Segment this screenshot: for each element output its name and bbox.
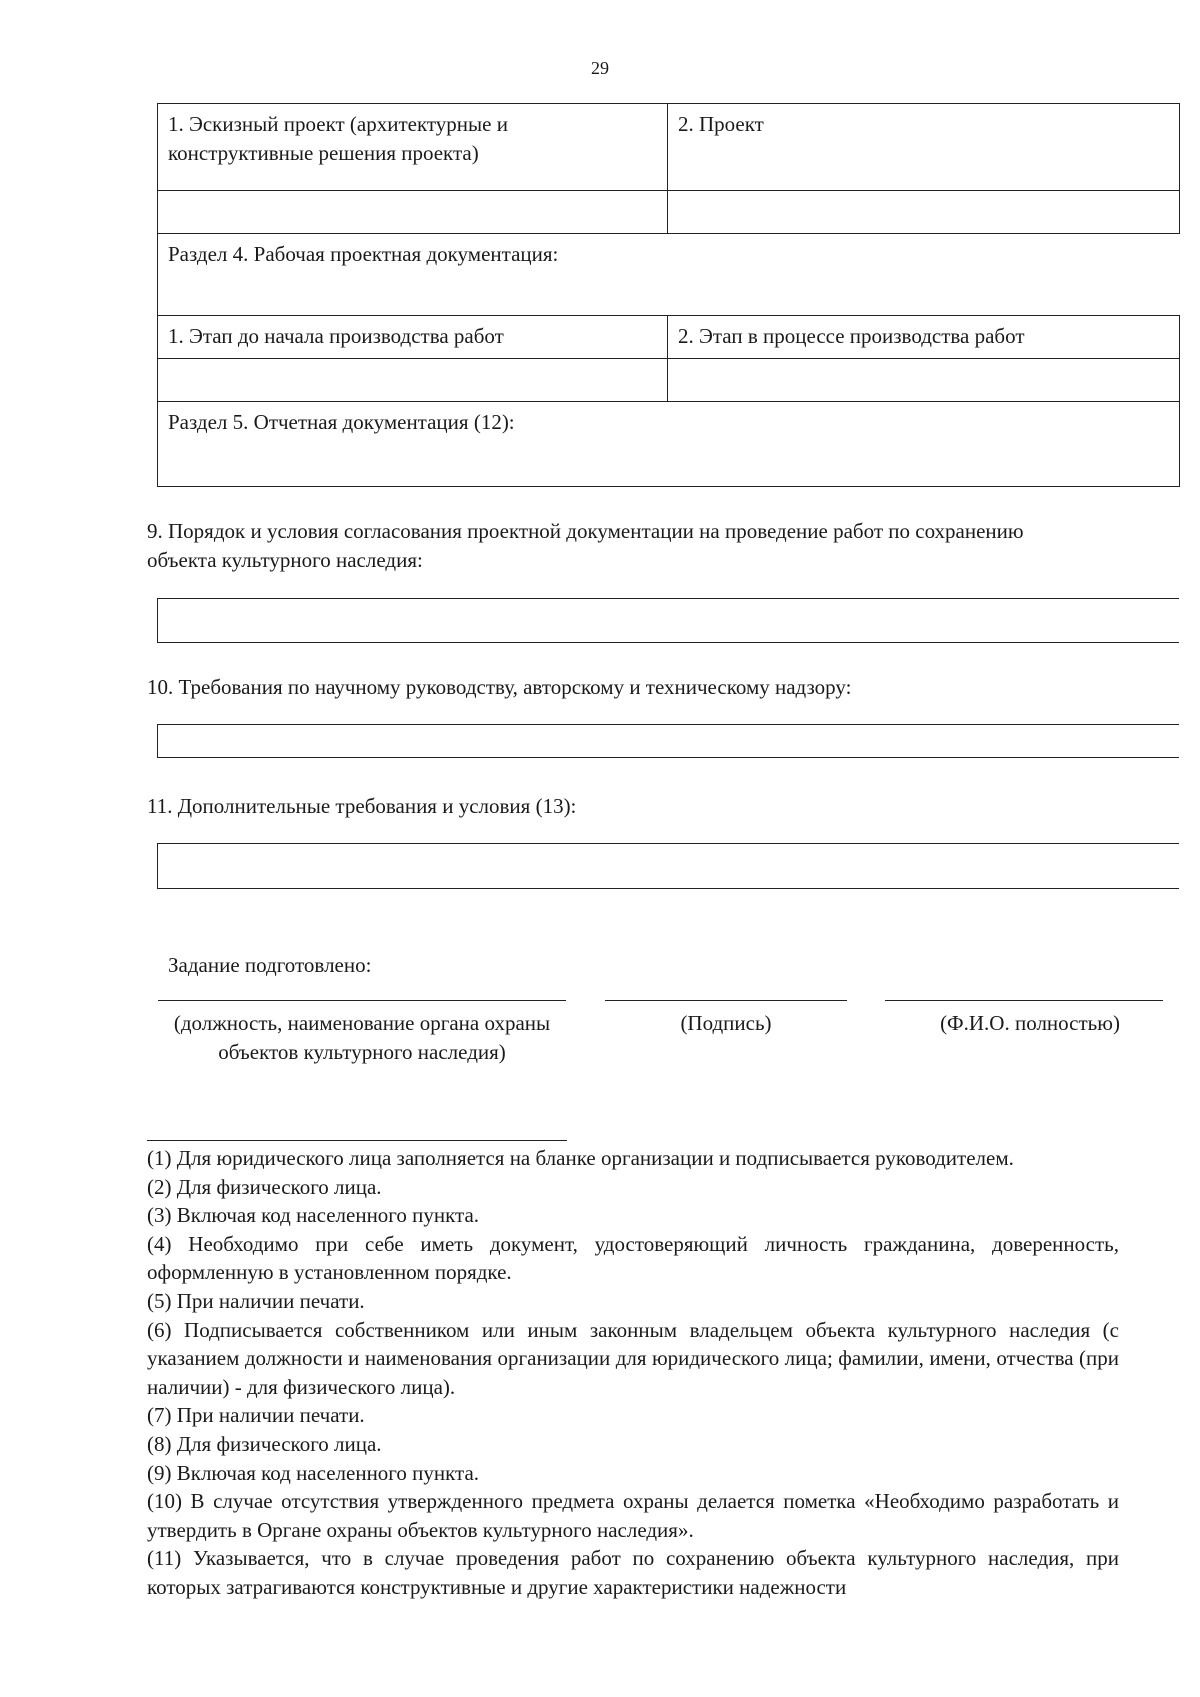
prepared-by-label: Задание подготовлено: [168, 953, 372, 977]
sketch-project-cell: 1. Эскизный проект (архитектурные и конструктивные решения проекта) [158, 104, 668, 191]
project-documentation-table [157, 103, 1180, 487]
item-10-heading: 10. Требования по научному руководству, авторскому и техническому надзору: [147, 675, 852, 699]
full-name-signature-line[interactable] [885, 1000, 1163, 1001]
stage-before-works-cell: 1. Этап до начала производства работ [158, 316, 668, 359]
footnotes [147, 1144, 1119, 1602]
footnote: (3) Включая код населенного пункта. [147, 1203, 480, 1228]
position-caption: (должность, наименование органа охраны объектов культурного наследия) [173, 1011, 551, 1064]
item-9-heading: 9. Порядок и условия согласования проектной документации на проведение работ по сохранению объекта культурного наследия: [147, 519, 1024, 572]
footnote: (6) Подписывается собственником или иным законным владельцем объекта культурного наследия (с указанием должности и наименования организации для юридического лица; фамилии, имени, отчества (при наличии) - для физического лица). [147, 1317, 1119, 1399]
position-signature-line[interactable] [158, 1000, 566, 1001]
footnote: (4) Необходимо при себе иметь документ, удостоверяющий личность гражданина, доверенность, оформленную в установленном порядке. [147, 1231, 1119, 1285]
stage-before-works-value-cell[interactable] [158, 359, 668, 402]
project-cell: 2. Проект [668, 104, 1180, 191]
sketch-project-value-cell[interactable] [158, 191, 668, 234]
item-10-answer-field[interactable] [157, 724, 1179, 758]
signature-caption: (Подпись) [680, 1011, 772, 1035]
stage-during-works-cell: 2. Этап в процессе производства работ [668, 316, 1180, 359]
project-value-cell[interactable] [668, 191, 1180, 234]
footnote: (7) При наличии печати. [147, 1403, 365, 1428]
footnote: (2) Для физического лица. [147, 1174, 382, 1199]
item-11-answer-field[interactable] [157, 843, 1179, 889]
footnote: (10) В случае отсутствия утвержденного предмета охраны делается пометка «Необходимо разработать и утвердить в Органе охраны объектов культурного наследия». [147, 1489, 1119, 1542]
footnote: (9) Включая код населенного пункта. [147, 1460, 480, 1485]
footnote: (5) При наличии печати. [147, 1288, 365, 1313]
footnote: (11) Указывается, что в случае проведения работ по сохранению объекта культурного наследия, при которых затрагиваются конструктивные и другие характеристики надежности [147, 1546, 1119, 1599]
full-name-caption: (Ф.И.О. полностью) [940, 1011, 1120, 1035]
item-11-heading: 11. Дополнительные требования и условия (13): [147, 794, 577, 818]
section-5-heading: Раздел 5. Отчетная документация (12): [158, 402, 1180, 487]
stage-during-works-value-cell[interactable] [668, 359, 1180, 402]
section-4-heading: Раздел 4. Рабочая проектная документация: [158, 234, 1180, 316]
footnote: (8) Для физического лица. [147, 1431, 382, 1456]
item-9-answer-field[interactable] [157, 598, 1179, 643]
page-number: 29 [591, 58, 609, 78]
footnote-separator [147, 1140, 567, 1141]
footnote: (1) Для юридического лица заполняется на бланке организации и подписывается руководителем. [147, 1146, 1014, 1170]
signature-line[interactable] [605, 1000, 847, 1001]
